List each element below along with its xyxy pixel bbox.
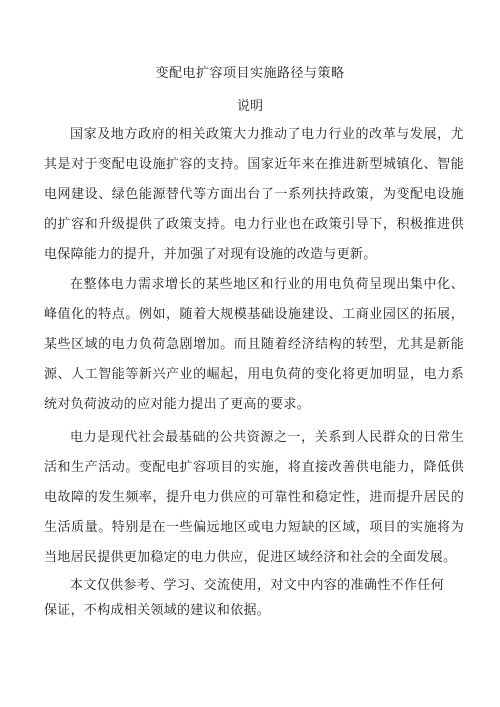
paragraph-disclaimer: 本文仅供参考、学习、交流使用，对文中内容的准确性不作任何保证，不构成相关领域的建议和依据。 [44,578,444,618]
paragraph-demand: 在整体电力需求增长的某些地区和行业的用电负荷呈现出集中化、峰值化的特点。例如，随着大规模基础设施建设、工商业园区的拓展，某些区域的电力负荷急剧增加。而且随着经济结构的转型，尤其是新能源、人工智能等新兴产业的崛起，用电负荷的变化将更加明显，电力系统对负荷波动的应对能力提出了更高的要求。 [44,277,464,412]
document-title: 变配电扩容项目实施路径与策略 [155,66,345,81]
document-subtitle: 说明 [236,99,263,114]
paragraph-policy: 国家及地方政府的相关政策大力推动了电力行业的改革与发展，尤其是对于变配电设施扩容的支持。国家近年来在推进新型城镇化、智能电网建设、绿色能源替代等方面出台了一系列扶持政策，为变配电设施的扩容和升级提供了政策支持。电力行业也在政策引导下，积极推进供电保障能力的提升，并加强了对现有设施的改造与更新。 [44,127,464,262]
paragraph-public-resource: 电力是现代社会最基础的公共资源之一，关系到人民群众的日常生活和生产活动。变配电扩容项目的实施，将直接改善供电能力，降低供电故障的发生频率，提升电力供应的可靠性和稳定性，进而提升居民的生活质量。特别是在一些偏远地区或电力短缺的区域，项目的实施将为当地居民提供更加稳定的电力供应，促进区域经济和社会的全面发展。 [44,430,464,565]
